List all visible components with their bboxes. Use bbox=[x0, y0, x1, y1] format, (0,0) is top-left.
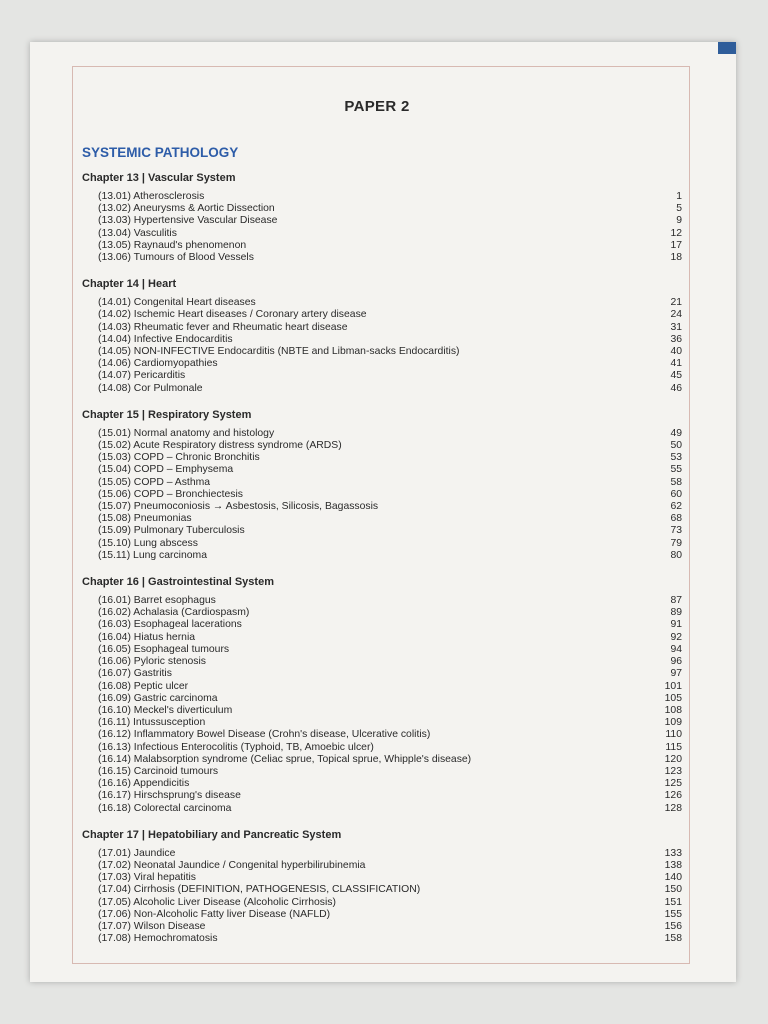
toc-row bbox=[82, 717, 682, 729]
page-number: 115 bbox=[665, 741, 682, 753]
chapter-topic-list bbox=[82, 595, 682, 815]
toc-row bbox=[82, 754, 682, 766]
topic-label: (15.01) Normal anatomy and histology bbox=[98, 427, 275, 439]
topic-label: (16.12) Inflammatory Bowel Disease (Crohn's disease, Ulcerative colitis) bbox=[98, 729, 431, 741]
toc-row bbox=[82, 884, 682, 896]
chapter-topic-list bbox=[82, 191, 682, 264]
page-number: 53 bbox=[670, 452, 682, 464]
topic-label: (17.03) Viral hepatitis bbox=[98, 872, 196, 884]
toc-row bbox=[82, 358, 682, 370]
toc-row bbox=[82, 933, 682, 945]
toc-row bbox=[82, 501, 682, 513]
page-number: 123 bbox=[664, 765, 682, 777]
toc-row bbox=[82, 477, 682, 489]
page-number: 68 bbox=[670, 513, 682, 525]
page-number: 94 bbox=[670, 643, 682, 655]
page-number: 73 bbox=[670, 525, 682, 537]
page-number: 21 bbox=[670, 297, 682, 309]
toc-row bbox=[82, 681, 682, 693]
topic-label: (13.05) Raynaud's phenomenon bbox=[98, 239, 247, 251]
chapter-topic-list bbox=[82, 297, 682, 395]
chapter-heading: Chapter 15 | Respiratory System bbox=[82, 408, 252, 421]
toc-row bbox=[82, 921, 682, 933]
page-number: 87 bbox=[670, 595, 682, 607]
page-number: 151 bbox=[664, 896, 682, 908]
paper-title: PAPER 2 bbox=[344, 98, 410, 115]
book-cover-corner bbox=[718, 42, 736, 54]
toc-row bbox=[82, 742, 682, 754]
topic-label: (16.06) Pyloric stenosis bbox=[98, 656, 206, 668]
toc-row bbox=[82, 322, 682, 334]
toc-row bbox=[82, 860, 682, 872]
toc-row bbox=[82, 191, 682, 203]
page-number: 50 bbox=[670, 440, 682, 452]
chapter-heading: Chapter 14 | Heart bbox=[82, 278, 177, 291]
page-number: 12 bbox=[670, 227, 682, 239]
topic-label: (16.11) Intussusception bbox=[98, 717, 206, 729]
topic-label: (14.02) Ischemic Heart diseases / Coronary artery disease bbox=[98, 309, 367, 321]
toc-row bbox=[82, 632, 682, 644]
topic-label: (13.06) Tumours of Blood Vessels bbox=[98, 252, 254, 264]
topic-label: (16.09) Gastric carcinoma bbox=[98, 692, 218, 704]
chapter-heading: Chapter 13 | Vascular System bbox=[82, 172, 236, 184]
toc-row bbox=[82, 693, 682, 705]
page-number: 79 bbox=[670, 537, 682, 549]
section-title: SYSTEMIC PATHOLOGY bbox=[82, 145, 239, 160]
topic-label: (16.17) Hirschsprung's disease bbox=[98, 790, 241, 802]
page-number: 17 bbox=[670, 239, 682, 251]
topic-label: (15.08) Pneumonias bbox=[98, 513, 192, 525]
page-number: 128 bbox=[664, 802, 682, 814]
topic-label: (15.05) COPD – Asthma bbox=[98, 476, 211, 488]
page-number: 24 bbox=[670, 309, 682, 321]
topic-label: (14.03) Rheumatic fever and Rheumatic heart disease bbox=[98, 321, 348, 333]
topic-label: (17.08) Hemochromatosis bbox=[98, 933, 218, 945]
topic-label: (17.02) Neonatal Jaundice / Congenital hyperbilirubinemia bbox=[98, 859, 366, 871]
page-number: 138 bbox=[664, 859, 682, 871]
toc-row bbox=[82, 228, 682, 240]
topic-label: (15.07) Pneumoconiosis → Asbestosis, Silicosis, Bagassosis bbox=[98, 501, 379, 513]
topic-label: (16.04) Hiatus hernia bbox=[98, 631, 196, 643]
page-number: 9 bbox=[676, 215, 682, 227]
toc-row bbox=[82, 766, 682, 778]
toc-row bbox=[82, 790, 682, 802]
toc-row bbox=[82, 297, 682, 309]
toc-row bbox=[82, 778, 682, 790]
toc-row bbox=[82, 644, 682, 656]
toc-row bbox=[82, 440, 682, 452]
page-number: 109 bbox=[664, 717, 682, 729]
page-number: 5 bbox=[676, 203, 682, 215]
toc-row bbox=[82, 909, 682, 921]
page-number: 140 bbox=[664, 872, 682, 884]
page-number: 120 bbox=[664, 753, 682, 765]
page-number: 41 bbox=[670, 358, 682, 370]
topic-label: (15.10) Lung abscess bbox=[98, 537, 198, 549]
page-number: 110 bbox=[665, 729, 682, 741]
topic-label: (16.13) Infectious Enterocolitis (Typhoid, TB, Amoebic ulcer) bbox=[98, 741, 374, 753]
page-number: 40 bbox=[670, 346, 682, 358]
toc-row bbox=[82, 252, 682, 264]
topic-label: (16.03) Esophageal lacerations bbox=[98, 619, 242, 631]
toc-row bbox=[82, 668, 682, 680]
toc-row bbox=[82, 428, 682, 440]
page-number: 101 bbox=[664, 680, 682, 692]
toc-row bbox=[82, 872, 682, 884]
page-number: 91 bbox=[670, 619, 682, 631]
topic-label: (14.01) Congenital Heart diseases bbox=[98, 297, 256, 309]
page-number: 60 bbox=[670, 488, 682, 500]
chapter-list-container bbox=[82, 172, 682, 945]
toc-row bbox=[82, 346, 682, 358]
page-number: 49 bbox=[670, 427, 682, 439]
toc-row bbox=[82, 203, 682, 215]
topic-label: (17.06) Non-Alcoholic Fatty liver Disease (NAFLD) bbox=[98, 908, 331, 920]
toc-row bbox=[82, 215, 682, 227]
topic-label: (15.02) Acute Respiratory distress syndrome (ARDS) bbox=[98, 440, 342, 452]
page-number: 105 bbox=[664, 692, 682, 704]
page-number: 58 bbox=[670, 476, 682, 488]
page-number: 45 bbox=[670, 370, 682, 382]
topic-label: (15.03) COPD – Chronic Bronchitis bbox=[98, 452, 260, 464]
toc-row bbox=[82, 619, 682, 631]
page-number: 36 bbox=[670, 333, 682, 345]
toc-row bbox=[82, 525, 682, 537]
page-number: 150 bbox=[664, 884, 682, 896]
toc-row bbox=[82, 309, 682, 321]
toc-row bbox=[82, 595, 682, 607]
page-number: 89 bbox=[670, 607, 682, 619]
page-number: 31 bbox=[670, 321, 682, 333]
toc-row bbox=[82, 897, 682, 909]
table-of-contents bbox=[82, 98, 682, 959]
toc-row bbox=[82, 656, 682, 668]
page-number: 46 bbox=[670, 382, 682, 394]
topic-label: (14.04) Infective Endocarditis bbox=[98, 333, 233, 345]
topic-label: (16.10) Meckel's diverticulum bbox=[98, 704, 233, 716]
page-number: 133 bbox=[664, 847, 682, 859]
page-number: 156 bbox=[664, 920, 682, 932]
topic-label: (16.16) Appendicitis bbox=[98, 778, 190, 790]
chapter-heading: Chapter 16 | Gastrointestinal System bbox=[82, 576, 274, 589]
toc-row bbox=[82, 452, 682, 464]
page-number: 158 bbox=[664, 933, 682, 945]
topic-label: (14.06) Cardiomyopathies bbox=[98, 358, 218, 370]
topic-label: (16.15) Carcinoid tumours bbox=[98, 765, 219, 777]
topic-label: (16.08) Peptic ulcer bbox=[98, 680, 189, 692]
page-number: 155 bbox=[664, 908, 682, 920]
chapter-topic-list bbox=[82, 848, 682, 946]
topic-label: (13.04) Vasculitis bbox=[98, 227, 177, 239]
topic-label: (15.11) Lung carcinoma bbox=[98, 549, 207, 561]
page-number: 55 bbox=[670, 464, 682, 476]
topic-label: (17.04) Cirrhosis (DEFINITION, PATHOGENESIS, CLASSIFICATION) bbox=[98, 884, 421, 896]
page-number: 92 bbox=[670, 631, 682, 643]
topic-label: (14.08) Cor Pulmonale bbox=[98, 382, 203, 394]
page-number: 97 bbox=[670, 668, 682, 680]
topic-label: (13.01) Atherosclerosis bbox=[98, 191, 205, 202]
page-number: 126 bbox=[664, 790, 682, 802]
toc-row bbox=[82, 489, 682, 501]
page-number: 62 bbox=[670, 501, 682, 513]
toc-row bbox=[82, 607, 682, 619]
topic-label: (13.02) Aneurysms & Aortic Dissection bbox=[98, 203, 275, 215]
topic-label: (15.09) Pulmonary Tuberculosis bbox=[98, 525, 245, 537]
toc-row bbox=[82, 383, 682, 395]
toc-row bbox=[82, 803, 682, 815]
toc-row bbox=[82, 848, 682, 860]
topic-label: (14.05) NON-INFECTIVE Endocarditis (NBTE and Libman-sacks Endocarditis) bbox=[98, 346, 460, 358]
topic-label: (14.07) Pericarditis bbox=[98, 370, 186, 382]
toc-row bbox=[82, 370, 682, 382]
topic-label: (16.01) Barret esophagus bbox=[98, 595, 216, 607]
topic-label: (16.07) Gastritis bbox=[98, 668, 172, 680]
topic-label: (16.05) Esophageal tumours bbox=[98, 643, 230, 655]
page-number: 1 bbox=[676, 191, 682, 202]
toc-row bbox=[82, 729, 682, 741]
toc-row bbox=[82, 550, 682, 562]
toc-row bbox=[82, 334, 682, 346]
page-number: 80 bbox=[670, 549, 682, 561]
toc-row bbox=[82, 705, 682, 717]
page-number: 125 bbox=[664, 778, 682, 790]
topic-label: (17.01) Jaundice bbox=[98, 847, 176, 859]
topic-label: (16.18) Colorectal carcinoma bbox=[98, 802, 232, 814]
page-number: 108 bbox=[664, 704, 682, 716]
chapter-topic-list bbox=[82, 428, 682, 562]
toc-row bbox=[82, 538, 682, 550]
page-number: 18 bbox=[670, 252, 682, 264]
topic-label: (17.07) Wilson Disease bbox=[98, 920, 206, 932]
toc-row bbox=[82, 464, 682, 476]
topic-label: (13.03) Hypertensive Vascular Disease bbox=[98, 215, 278, 227]
topic-label: (16.14) Malabsorption syndrome (Celiac sprue, Topical sprue, Whipple's disease) bbox=[98, 753, 472, 765]
toc-row bbox=[82, 513, 682, 525]
topic-label: (15.06) COPD – Bronchiectesis bbox=[98, 488, 243, 500]
chapter-heading: Chapter 17 | Hepatobiliary and Pancreatic System bbox=[82, 828, 342, 841]
topic-label: (15.04) COPD – Emphysema bbox=[98, 464, 234, 476]
topic-label: (16.02) Achalasia (Cardiospasm) bbox=[98, 607, 250, 619]
toc-row bbox=[82, 240, 682, 252]
page-number: 96 bbox=[670, 656, 682, 668]
topic-label: (17.05) Alcoholic Liver Disease (Alcoholic Cirrhosis) bbox=[98, 896, 336, 908]
